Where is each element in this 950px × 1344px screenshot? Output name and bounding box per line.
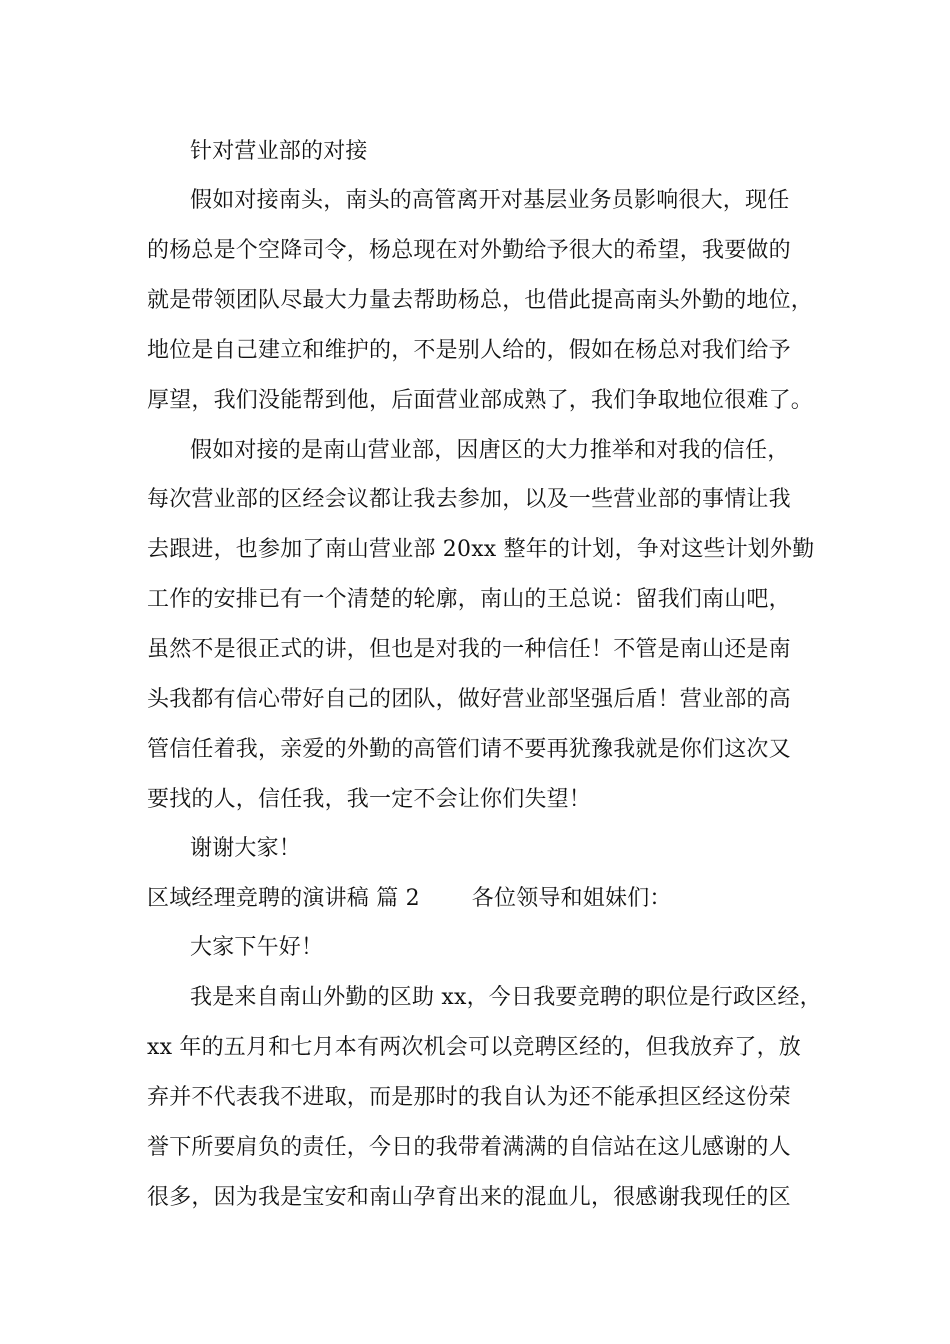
thanks-line: 谢谢大家！ [190,836,302,861]
paragraph-line: 地位是自己建立和维护的，不是别人给的，假如在杨总对我们给予 [147,338,791,363]
paragraph-line: 弃并不代表我不进取，而是那时的我自认为还不能承担区经这份荣 [147,1085,791,1110]
paragraph-line: 要找的人，信任我，我一定不会让你们失望！ [147,787,592,812]
paragraph-line: 就是带领团队尽最大力量去帮助杨总，也借此提高南头外勤的地位， [147,288,814,313]
paragraph-line: 假如对接南头，南头的高管离开对基层业务员影响很大，现任 [190,188,790,213]
paragraph-line: 去跟进，也参加了南山营业部 20xx 整年的计划，争对这些计划外勤 [147,537,815,562]
paragraph-line: xx 年的五月和七月本有两次机会可以竞聘区经的，但我放弃了，放 [147,1035,802,1060]
speech-2-heading [147,884,827,914]
paragraph-line: 很多，因为我是宝安和南山孕育出来的混血儿，很感谢我现任的区 [147,1185,791,1210]
greeting-line: 大家下午好！ [190,935,324,960]
paragraph-line: 厚望，我们没能帮到他，后面营业部成熟了，我们争取地位很难了。 [147,388,814,413]
paragraph-line: 虽然不是很正式的讲，但也是对我的一种信任！不管是南山还是南 [147,637,791,662]
speech-2-salutation: 各位领导和姐妹们： [471,886,672,911]
paragraph-line: 每次营业部的区经会议都让我去参加，以及一些营业部的事情让我 [147,487,791,512]
paragraph-line: 假如对接的是南山营业部，因唐区的大力推举和对我的信任， [190,438,790,463]
paragraph-line: 工作的安排已有一个清楚的轮廓，南山的王总说：留我们南山吧， [147,587,791,612]
speech-2-title: 区域经理竞聘的演讲稿 篇 2 [147,886,420,911]
paragraph-line: 誉下所要肩负的责任，今日的我带着满满的自信站在这儿感谢的人 [147,1135,791,1160]
section-title: 针对营业部的对接 [190,139,368,164]
paragraph-line: 头我都有信心带好自己的团队，做好营业部坚强后盾！营业部的高 [147,687,791,712]
paragraph-line: 的杨总是个空降司令，杨总现在对外勤给予很大的希望，我要做的 [147,238,791,263]
paragraph-line: 我是来自南山外勤的区助 xx，今日我要竞聘的职位是行政区经， [190,985,822,1010]
paragraph-line: 管信任着我，亲爱的外勤的高管们请不要再犹豫我就是你们这次又 [147,737,791,762]
